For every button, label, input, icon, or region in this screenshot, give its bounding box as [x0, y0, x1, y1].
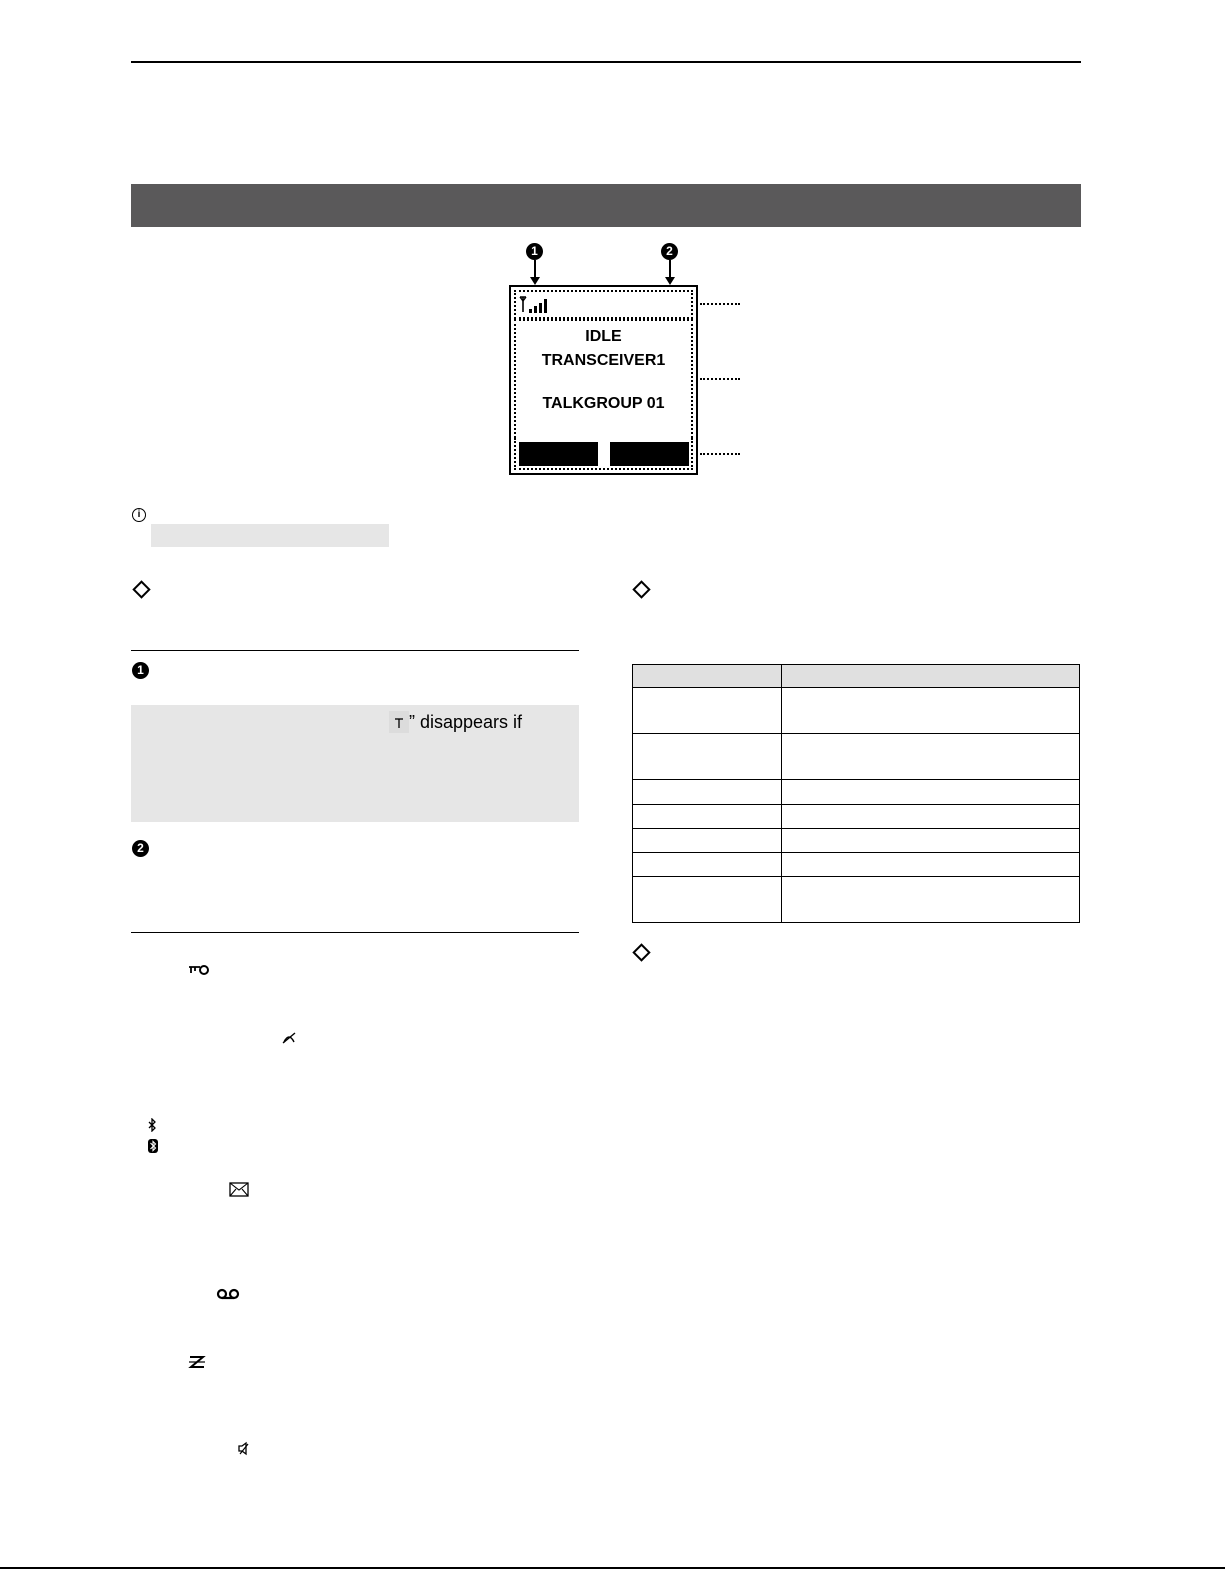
- left-softkey: [519, 442, 598, 466]
- table-cell: [782, 688, 1080, 734]
- right-lower-diamond-icon: [632, 943, 650, 961]
- table-cell: [782, 804, 1080, 828]
- left-upper-rule: [131, 650, 579, 651]
- bluetooth-connected-icon: [147, 1138, 159, 1154]
- left-section-diamond-icon: [132, 580, 150, 598]
- right-section-diamond-icon: [632, 580, 650, 598]
- right-softkey: [610, 442, 689, 466]
- antenna-signal-icon: [519, 295, 553, 315]
- callout-2-arrowhead: [665, 277, 675, 285]
- table-cell: [633, 688, 782, 734]
- callout-2-arrow-line: [669, 260, 671, 278]
- table-cell: [633, 828, 782, 852]
- table-row: [633, 780, 1080, 804]
- callout-2: 2: [661, 243, 678, 260]
- callout-1-arrowhead: [530, 277, 540, 285]
- envelope-icon: [229, 1182, 249, 1197]
- item-1-marker: 1: [132, 662, 149, 679]
- table-cell: [633, 734, 782, 780]
- table-cell: [782, 734, 1080, 780]
- table-cell: [782, 780, 1080, 804]
- lcd-status-text: IDLE: [585, 328, 622, 345]
- table-cell: [782, 828, 1080, 852]
- table-row: [633, 852, 1080, 876]
- antenna-note-text: ” disappears if: [409, 712, 523, 732]
- table-cell: [633, 780, 782, 804]
- voicemail-icon: [216, 1288, 240, 1302]
- speaker-icon: [238, 1441, 250, 1456]
- left-lower-rule: [131, 932, 579, 933]
- z-icon: [188, 1355, 206, 1369]
- table-row: [633, 804, 1080, 828]
- top-rule: [131, 61, 1081, 63]
- bottom-rule: [0, 1567, 1225, 1569]
- lcd-display-figure: [509, 285, 698, 475]
- no-scan-icon: [281, 1031, 297, 1045]
- bluetooth-icon: [147, 1118, 157, 1132]
- icon-description-table: [632, 664, 1080, 923]
- status-row-leader: [700, 303, 740, 305]
- main-area-leader: [700, 378, 740, 380]
- table-cell: [633, 804, 782, 828]
- item-2-marker: 2: [132, 840, 149, 857]
- section-title-bar: [131, 184, 1081, 227]
- lcd-talkgroup-name: TALKGROUP 01: [542, 395, 665, 412]
- table-cell: [782, 852, 1080, 876]
- lcd-transceiver-name: TRANSCEIVER1: [541, 352, 666, 369]
- table-header-cell: [782, 665, 1080, 688]
- note-highlight: [151, 524, 389, 547]
- lcd-status-row: [514, 290, 693, 319]
- table-row: [633, 828, 1080, 852]
- table-row: [633, 734, 1080, 780]
- info-icon: i: [132, 508, 146, 522]
- table-header-row: [633, 665, 1080, 688]
- callout-1-arrow-line: [534, 260, 536, 278]
- table-header-cell: [633, 665, 782, 688]
- softkey-row-leader: [700, 453, 740, 455]
- table-cell: [782, 876, 1080, 922]
- table-cell: [633, 852, 782, 876]
- key-lock-icon: [188, 963, 210, 977]
- table-row: [633, 688, 1080, 734]
- callout-1: 1: [526, 243, 543, 260]
- antenna-inline-icon: [389, 711, 409, 733]
- table-row: [633, 876, 1080, 922]
- table-cell: [633, 876, 782, 922]
